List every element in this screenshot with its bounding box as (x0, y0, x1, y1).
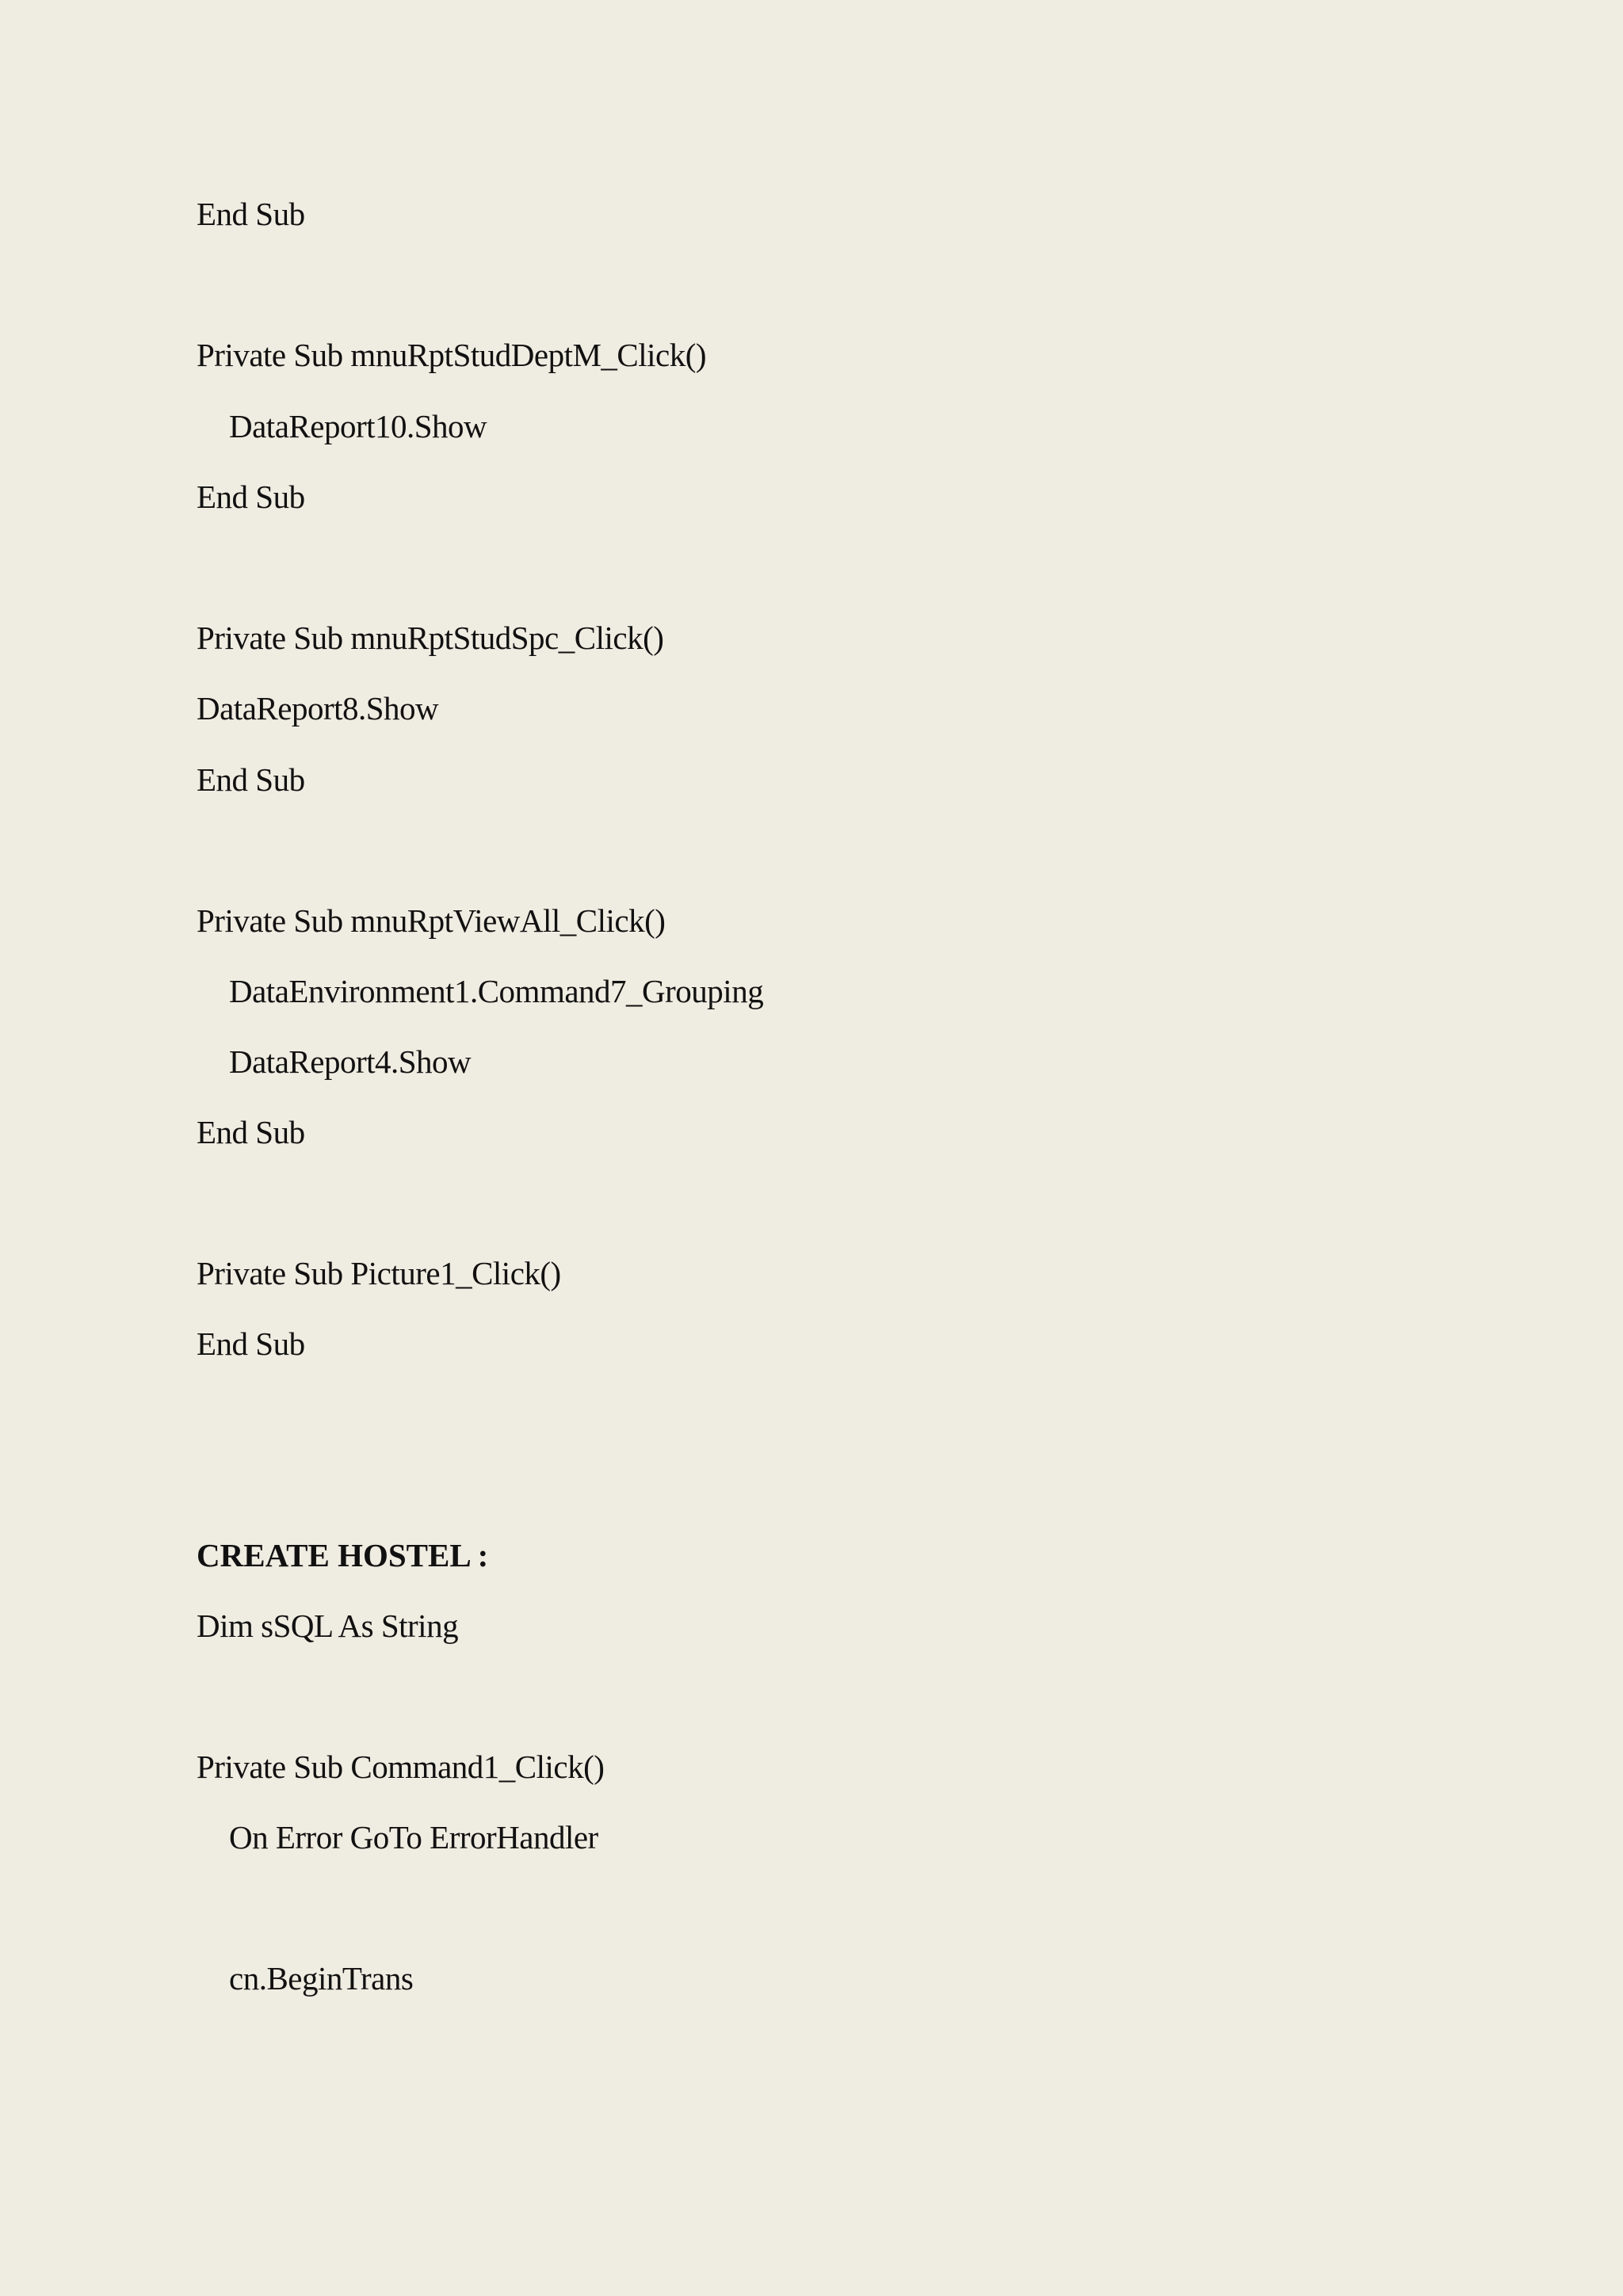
code-line: Private Sub mnuRptStudSpc_Click() (197, 620, 664, 656)
code-line: Private Sub Picture1_Click() (197, 1255, 561, 1291)
code-line: DataEnvironment1.Command7_Grouping (229, 973, 764, 1009)
code-line: cn.BeginTrans (229, 1960, 414, 1997)
code-line: DataReport8.Show (197, 690, 439, 727)
code-line: On Error GoTo ErrorHandler (229, 1819, 598, 1855)
code-line: End Sub (197, 479, 305, 515)
code-line: DataReport10.Show (229, 408, 487, 444)
code-line: Private Sub mnuRptStudDeptM_Click() (197, 337, 707, 373)
code-line: DataReport4.Show (229, 1043, 472, 1080)
code-line: Private Sub mnuRptViewAll_Click() (197, 902, 666, 939)
code-line: End Sub (197, 1114, 305, 1150)
code-line: Dim sSQL As String (197, 1608, 459, 1644)
code-line: Private Sub Command1_Click() (197, 1749, 605, 1785)
section-heading: CREATE HOSTEL : (197, 1537, 489, 1573)
code-line: End Sub (197, 196, 305, 232)
code-line: End Sub (197, 761, 305, 798)
code-line: End Sub (197, 1325, 305, 1362)
